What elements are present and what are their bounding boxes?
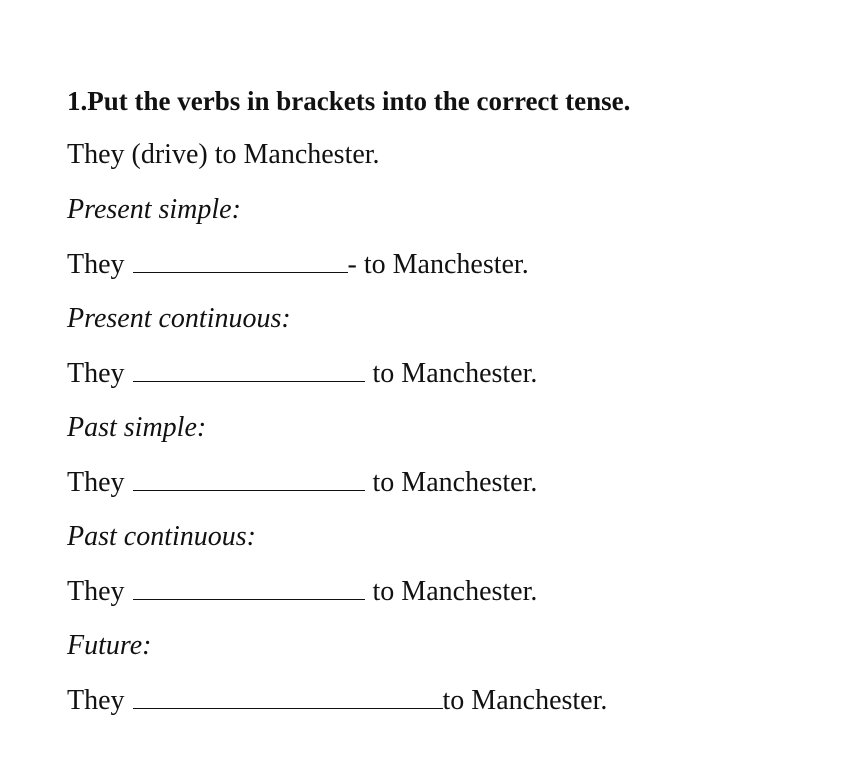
exercise-heading: 1.Put the verbs in brackets into the correct tense. (67, 86, 631, 116)
sentence-subject: They (67, 358, 125, 389)
sentence-past-simple (67, 466, 537, 500)
sentence-ending: to Manchester. (372, 576, 538, 607)
tense-label-future: Future: (67, 630, 152, 661)
sentence-ending: - to Manchester. (347, 249, 529, 280)
sentence-ending: to Manchester. (442, 685, 608, 716)
sentence-future (67, 684, 607, 718)
sentence-subject: They (67, 685, 125, 716)
prompt-sentence: They (drive) to Manchester. (67, 139, 380, 170)
sentence-subject: They (67, 467, 125, 498)
sentence-present-simple (67, 248, 529, 282)
answer-blank-present-continuous[interactable] (133, 357, 365, 382)
sentence-ending: to Manchester. (372, 467, 538, 498)
tense-label-present-continuous: Present continuous: (67, 303, 291, 334)
answer-blank-past-continuous[interactable] (133, 575, 365, 600)
sentence-ending: to Manchester. (372, 358, 538, 389)
sentence-subject: They (67, 576, 125, 607)
sentence-present-continuous (67, 357, 537, 391)
answer-blank-present-simple[interactable] (133, 248, 348, 273)
tense-label-present-simple: Present simple: (67, 194, 241, 225)
sentence-subject: They (67, 249, 125, 280)
answer-blank-future[interactable] (133, 684, 443, 709)
tense-label-past-continuous: Past continuous: (67, 521, 256, 552)
sentence-past-continuous (67, 575, 537, 609)
tense-label-past-simple: Past simple: (67, 412, 207, 443)
answer-blank-past-simple[interactable] (133, 466, 365, 491)
